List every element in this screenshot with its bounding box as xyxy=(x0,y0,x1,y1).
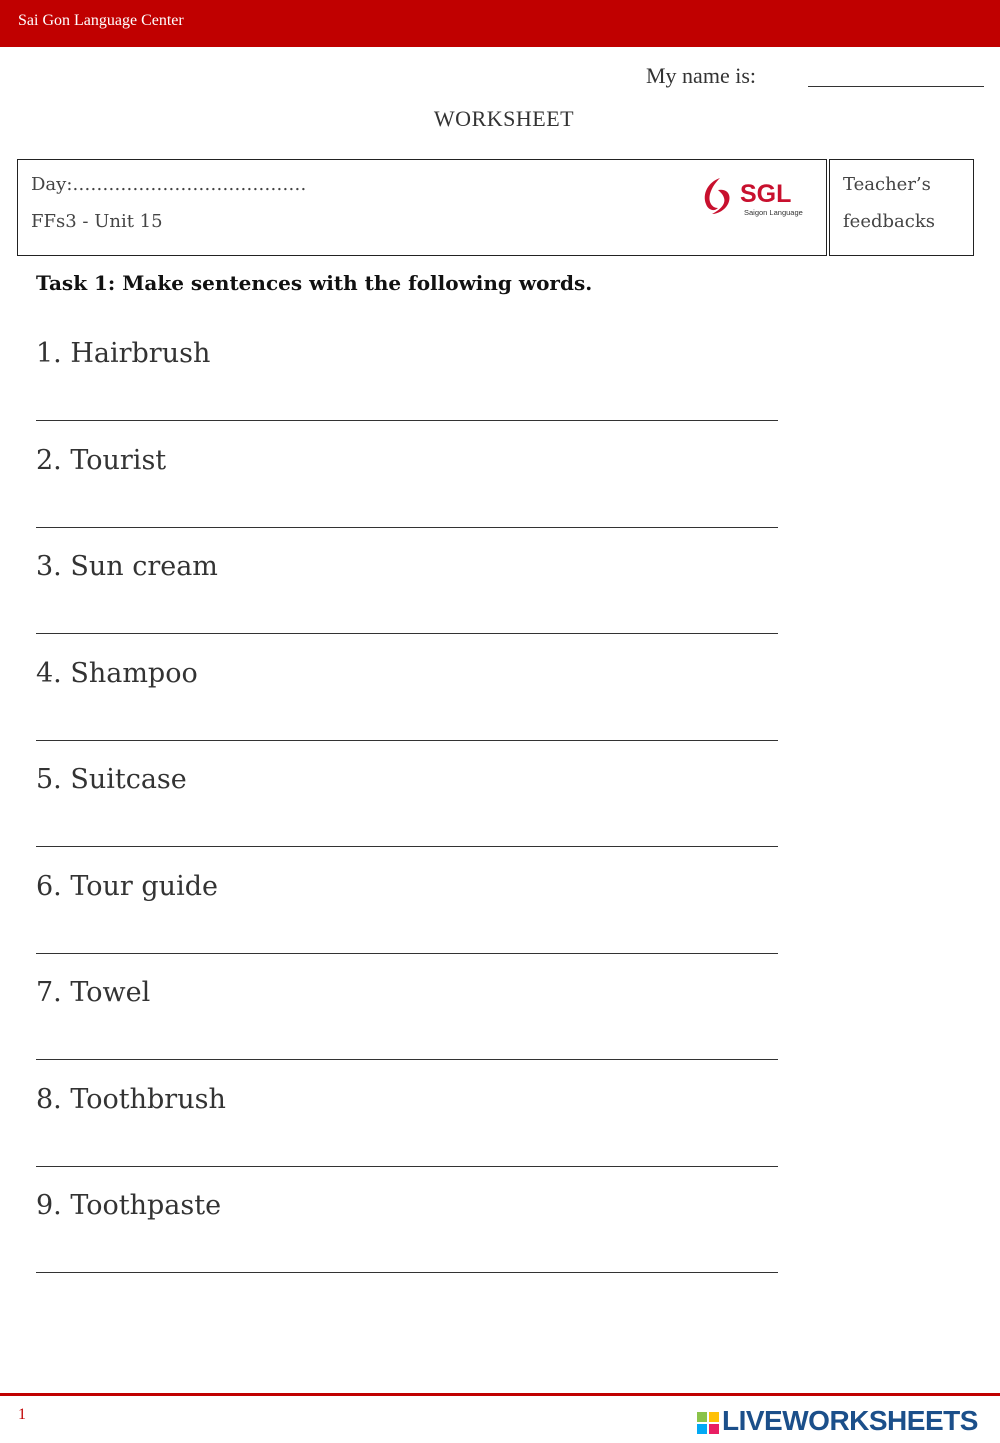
task1-instruction: Task 1: Make sentences with the following words. xyxy=(36,271,593,295)
item-label: 1. Hairbrush xyxy=(36,338,211,369)
day-field: Day:………………………………… xyxy=(31,174,307,195)
worksheet-title: WORKSHEET xyxy=(433,106,575,131)
answer-line[interactable] xyxy=(36,740,778,741)
name-input-line[interactable] xyxy=(808,86,984,87)
footer-divider xyxy=(0,1393,1000,1396)
item-label: 4. Shampoo xyxy=(36,658,198,689)
item-label: 7. Towel xyxy=(36,977,151,1008)
feedback-label-line2: feedbacks xyxy=(843,211,935,232)
feedback-label-line1: Teacher’s xyxy=(843,174,931,195)
item-label: 5. Suitcase xyxy=(36,764,187,795)
answer-line[interactable] xyxy=(36,420,778,421)
center-name: Sai Gon Language Center xyxy=(18,12,184,29)
top-banner xyxy=(0,0,1000,47)
answer-line[interactable] xyxy=(36,633,778,634)
name-prompt: My name is: xyxy=(646,63,756,88)
logo-text: SGL xyxy=(740,180,792,208)
item-label: 3. Sun cream xyxy=(36,551,218,582)
liveworksheets-brand[interactable]: LIVEWORKSHEETS xyxy=(722,1405,978,1436)
page-number: 1 xyxy=(18,1406,26,1423)
info-box xyxy=(17,159,827,256)
answer-line[interactable] xyxy=(36,846,778,847)
item-label: 6. Tour guide xyxy=(36,871,218,902)
logo-subtext: Saigon Language xyxy=(744,208,803,217)
answer-line[interactable] xyxy=(36,1059,778,1060)
answer-line[interactable] xyxy=(36,953,778,954)
answer-line[interactable] xyxy=(36,1272,778,1273)
item-label: 9. Toothpaste xyxy=(36,1190,222,1221)
answer-line[interactable] xyxy=(36,1166,778,1167)
item-label: 2. Tourist xyxy=(36,445,167,476)
sgl-logo xyxy=(698,172,813,222)
answer-line[interactable] xyxy=(36,527,778,528)
liveworksheets-logo-icon xyxy=(697,1412,719,1434)
feedback-box xyxy=(829,159,974,256)
item-label: 8. Toothbrush xyxy=(36,1084,226,1115)
unit-label: FFs3 - Unit 15 xyxy=(31,211,163,232)
